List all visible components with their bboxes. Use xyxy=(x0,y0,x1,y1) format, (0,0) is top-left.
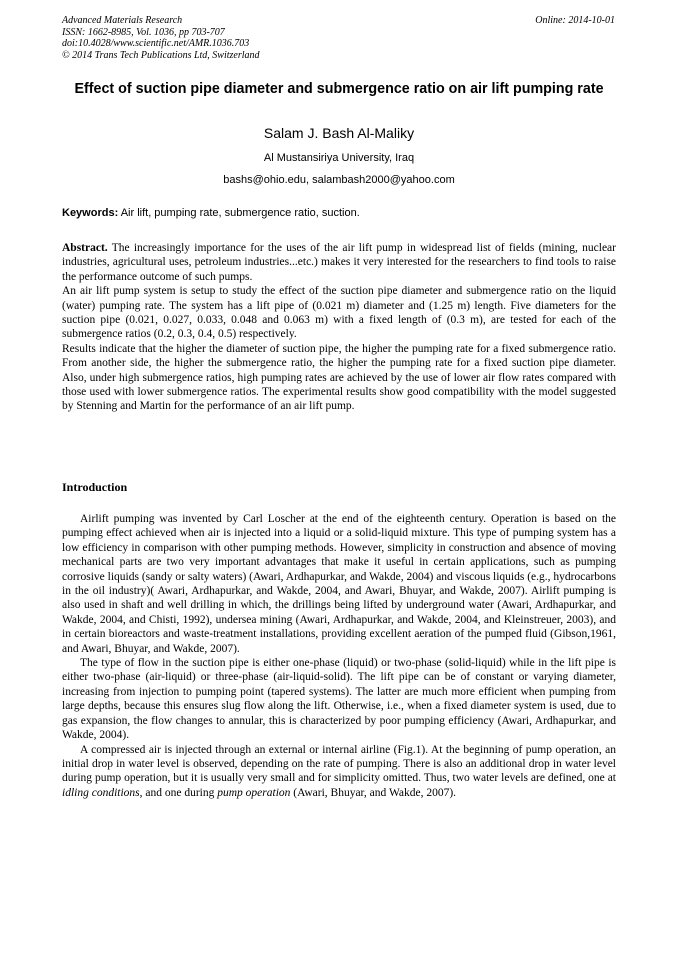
keywords xyxy=(62,206,616,220)
abstract xyxy=(62,241,616,414)
doi-line: doi:10.4028/www.scientific.net/AMR.1036.703 xyxy=(62,38,250,49)
introduction-body xyxy=(62,512,616,800)
keywords-label: Keywords: xyxy=(62,207,119,219)
abstract-label: Abstract. xyxy=(62,242,108,254)
journal-header xyxy=(62,15,260,61)
author-affiliation: Al Mustansiriya University, Iraq xyxy=(263,152,415,164)
copyright-line: © 2014 Trans Tech Publications Ltd, Switzerland xyxy=(62,49,260,61)
author-name: Salam J. Bash Al-Maliky xyxy=(263,125,415,141)
keywords-text: Air lift, pumping rate, submergence ratio, suction. xyxy=(118,207,360,219)
pump-operation-term: pump operation xyxy=(217,786,291,799)
abstract-paragraph-3: Results indicate that the higher the diameter of suction pipe, the higher the pumping rate for a fixed submergence ratio. From another side, the higher the submergence ratio, the higher the pumping rate for a fixed suction pipe diameter. Also, under high submergence ratios, high pumping rates are achieved by the use of lower air flow rates compared with those used with lower submergence ratios. The experimental results show good compatibility with the model suggested by Stenning and Martin for the performance of an air lift pump. xyxy=(62,342,616,413)
abstract-text-1: The increasingly importance for the uses of the air lift pump in widespread list of fields (mining, nuclear industries, agricultural uses, petroleum industries...etc.) makes it very interested for the researchers to find tools to raise the performance outcome of such pumps. xyxy=(62,242,616,283)
introduction-heading: Introduction xyxy=(62,480,128,494)
online-date: Online: 2014-10-01 xyxy=(535,15,615,26)
intro-p3-part-c: (Awari, Bhuyar, and Wakde, 2007). xyxy=(290,786,457,799)
introduction-paragraph-2: The type of flow in the suction pipe is either one-phase (liquid) or two-phase (solid-liquid) while in the lift pipe is either two-phase (air-liquid) or three-phase (air-liquid-solid). The lift pipe can be of constant or varying diameter, increasing from injection to pumping point (tapered systems). The latter are much more efficient when pumping from large depths, because this ensures slug flow along the lift. Otherwise, i.e., when a fixed diameter system is used, due to gas expansion, the flow changes to annular, this is characterized by poor pumping efficiency (Awari, Ardhapurkar, and Wakde, 2004). xyxy=(62,657,616,742)
issn-line: ISSN: 1662-8985, Vol. 1036, pp 703-707 xyxy=(62,26,225,38)
intro-p3-part-b: , and one during xyxy=(139,786,218,799)
idling-conditions-term: idling conditions xyxy=(62,786,140,799)
author-email: bashs@ohio.edu, salambash2000@yahoo.com xyxy=(223,174,455,186)
paper-title: Effect of suction pipe diameter and submergence ratio on air lift pumping rate xyxy=(74,81,604,97)
introduction-paragraph-3 xyxy=(62,743,616,801)
introduction-paragraph-1: Airlift pumping was invented by Carl Loscher at the end of the eighteenth century. Operation is based on the pumping effect achieved when air is injected into a liquid or a solid-liquid mixture. This type of pumping system has a low efficiency in comparison with other pumping methods. However, simplicity in construction and absence of moving mechanical parts are two very important advantages that make it useful in certain applications, such as pumping corrosive liquids (sandy or salty waters) (Awari, Ardhapurkar, and Wakde, 2004) and viscous liquids (e.g., hydrocarbons in the oil industry)( Awari, Ardhapurkar, and Wakde, 2004, and Awari, Bhuyar, and Wakde, 2007). Airlift pumping is also used in shaft and well drilling in which, the drillings being lifted by underground water (Awari, Ardhapurkar, and Wakde, 2004, and Chisti, 1992), undersea mining (Awari, Ardhapurkar, and Wakde, 2004, and Kleinstreuer, 2003), and in certain bioreactors and waste-treatment installations, providing excellent aeration of the pumped fluid (Gibson,1961, and Awari, Bhuyar, and Wakde, 2007). xyxy=(62,513,617,655)
abstract-paragraph-2: An air lift pump system is setup to study the effect of the suction pipe diameter and submergence ratio on the liquid (water) pumping rate. The system has a lift pipe of (0.021 m) diameter and (1.25 m) length. Five diameters for the suction pipe (0.021, 0.027, 0.033, 0.048 and 0.063 m) with a fixed length of (0.3 m), are tested for each of the submergence ratios (0.2, 0.3, 0.4, 0.5) respectively. xyxy=(62,285,616,341)
journal-name: Advanced Materials Research xyxy=(62,15,183,26)
abstract-paragraph-1 xyxy=(62,241,616,284)
intro-p3-part-a: A compressed air is injected through an external or internal airline (Fig.1). At the beginning of pump operation, an initial drop in water level is observed, depending on the rate of pumping. There is also an additional drop in water level during pump operation, but it is usually very small and for simplicity omitted. Thus, two water levels are defined, one at xyxy=(62,743,616,785)
